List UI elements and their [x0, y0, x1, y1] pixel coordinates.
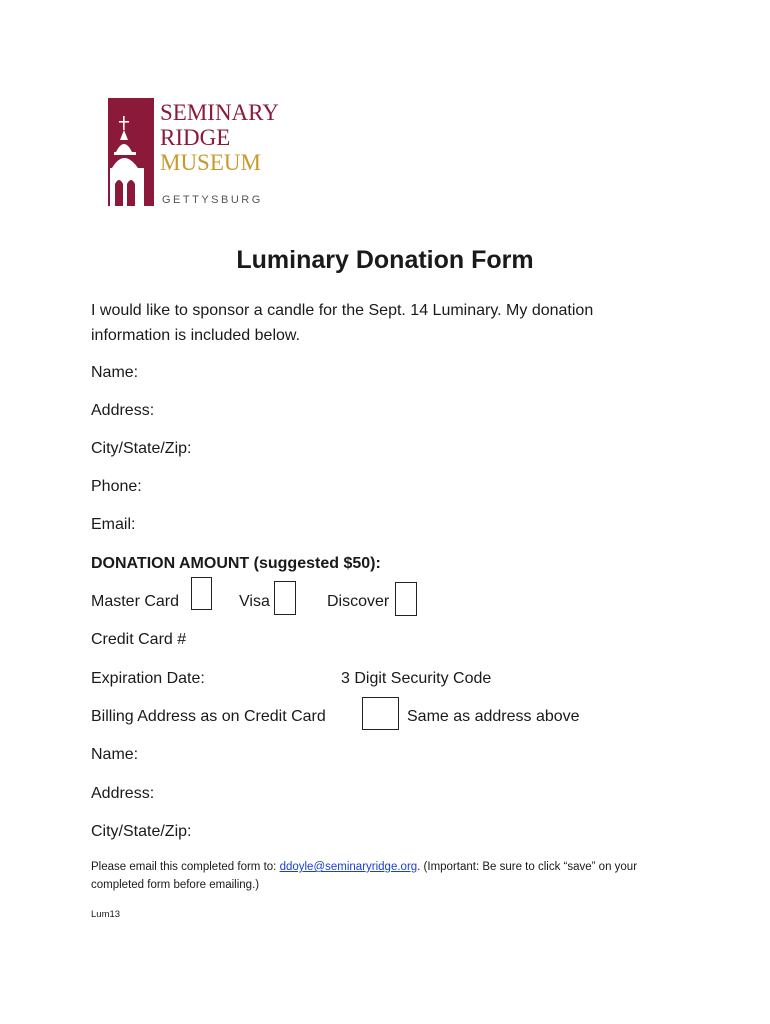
intro-text: I would like to sponsor a candle for the Sept. 14 Luminary. My donation information is included below. [91, 302, 594, 344]
logo-line4: GETTYSBURG [162, 194, 263, 206]
discover-label: Discover [327, 593, 390, 610]
logo-line2: RIDGE [160, 125, 231, 150]
same-as-address-checkbox[interactable] [362, 697, 399, 730]
billing-address-field-label: Address: [91, 785, 155, 802]
name-label: Name: [91, 364, 139, 381]
logo-graphic [108, 96, 288, 212]
billing-address-label: Billing Address as on Credit Card [91, 708, 326, 725]
email-link[interactable]: ddoyle@seminaryridge.org [279, 861, 418, 873]
security-code-label: 3 Digit Security Code [341, 670, 492, 687]
phone-label: Phone: [91, 478, 142, 495]
master-card-checkbox[interactable] [191, 577, 212, 610]
credit-card-number-label: Credit Card # [91, 631, 187, 648]
expiration-date-label: Expiration Date: [91, 670, 205, 687]
logo-line1: SEMINARY [160, 100, 279, 125]
email-label: Email: [91, 516, 136, 533]
city-state-zip-label: City/State/Zip: [91, 440, 192, 457]
address-label: Address: [91, 402, 155, 419]
footer-instructions [91, 858, 691, 894]
logo-line3: MUSEUM [160, 150, 261, 175]
form-title: Luminary Donation Form [236, 246, 534, 274]
form-code: Lum13 [91, 909, 121, 920]
footer-text-after: . (Important: Be sure to click “save” on your completed form before emailing.) [91, 861, 638, 891]
donation-amount-heading: DONATION AMOUNT (suggested $50): [91, 555, 381, 572]
visa-checkbox[interactable] [274, 581, 296, 615]
discover-checkbox[interactable] [395, 582, 417, 616]
visa-label: Visa [239, 593, 270, 610]
footer-text-before: Please email this completed form to: [91, 861, 280, 873]
billing-name-label: Name: [91, 746, 139, 763]
billing-city-state-zip-label: City/State/Zip: [91, 823, 192, 840]
seminary-ridge-museum-logo [108, 96, 288, 212]
same-as-address-label: Same as address above [407, 708, 580, 725]
master-card-label: Master Card [91, 593, 180, 610]
